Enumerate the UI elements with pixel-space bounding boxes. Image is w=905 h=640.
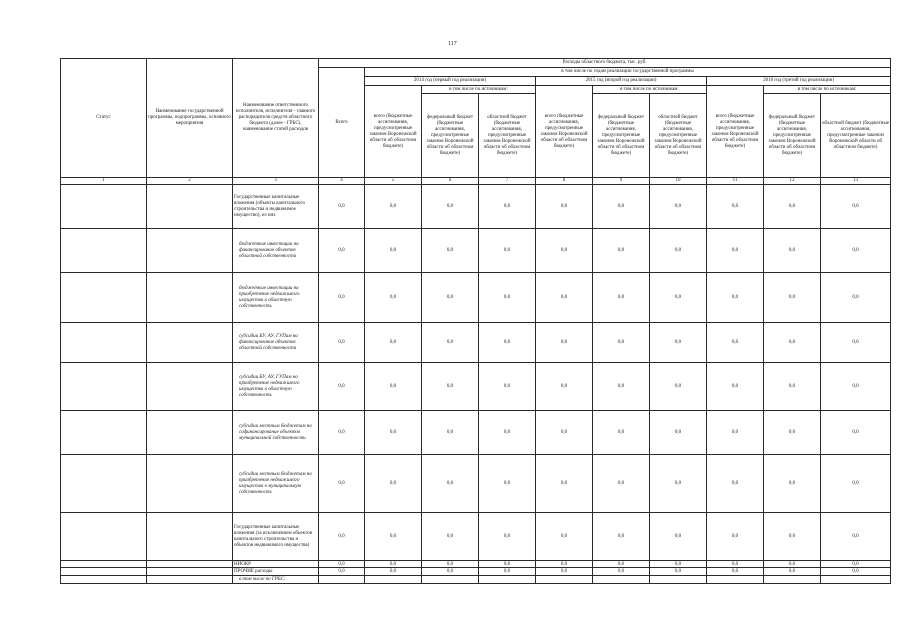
value-cell: 0,0 <box>707 513 764 561</box>
status-cell <box>61 229 147 273</box>
value-cell: 0,0 <box>365 229 422 273</box>
value-cell: 0,0 <box>821 411 891 455</box>
value-cell: 0,0 <box>365 273 422 323</box>
value-cell: 0,0 <box>422 363 479 411</box>
program-cell <box>147 229 233 273</box>
column-number: 1 <box>61 178 147 185</box>
column-number: 8 <box>536 178 593 185</box>
column-number: 10 <box>650 178 707 185</box>
program-cell <box>147 513 233 561</box>
value-cell: 0,0 <box>593 455 650 513</box>
status-cell <box>61 273 147 323</box>
value-cell: 0,0 <box>319 513 365 561</box>
program-cell <box>147 568 233 576</box>
value-cell: 0,0 <box>764 561 821 568</box>
column-number: 7 <box>479 178 536 185</box>
value-cell: 0,0 <box>536 455 593 513</box>
value-cell: 0,0 <box>479 273 536 323</box>
value-cell: 0,0 <box>536 185 593 229</box>
value-cell: 0,0 <box>365 363 422 411</box>
value-cell: 0,0 <box>764 411 821 455</box>
value-cell: 0,0 <box>764 185 821 229</box>
value-cell: 0,0 <box>422 455 479 513</box>
value-cell: 0,0 <box>764 568 821 576</box>
header-2016-total: всего (бюджетные ассигнования, предусмотренные законом Воронежской области об областном бюджете) <box>707 86 764 178</box>
header-2015-total: всего (бюджетные ассигнования, предусмотренные законом Воронежской области об областном бюджете) <box>536 86 593 178</box>
column-number: 3 <box>233 178 319 185</box>
status-cell <box>61 513 147 561</box>
value-cell: 0,0 <box>821 363 891 411</box>
value-cell: 0,0 <box>707 323 764 363</box>
value-cell: 0,0 <box>319 273 365 323</box>
value-cell: 0,0 <box>422 411 479 455</box>
header-by-years: в том числе по годам реализации государственной программы <box>365 68 891 77</box>
value-cell: 0,0 <box>365 561 422 568</box>
value-cell: 0,0 <box>536 411 593 455</box>
value-cell: 0,0 <box>536 561 593 568</box>
value-cell: 0,0 <box>319 185 365 229</box>
value-cell: 0,0 <box>422 513 479 561</box>
column-number: 2 <box>147 178 233 185</box>
value-cell: 0,0 <box>821 229 891 273</box>
header-2015-federal: федеральный бюджет (бюджетные ассигнования, предусмотренные законом Воронежской области об областном бюджете) <box>593 94 650 178</box>
value-cell: 0,0 <box>764 455 821 513</box>
value-cell: 0,0 <box>365 455 422 513</box>
table-row <box>61 185 891 229</box>
header-2014-regional: областной бюджет (бюджетные ассигнования, предусмотренные законом Воронежской области об областном бюджете) <box>479 94 536 178</box>
value-cell: 0,0 <box>650 185 707 229</box>
header-2014-federal: федеральный бюджет (бюджетные ассигнования, предусмотренные законом Воронежской области об областном бюджете) <box>422 94 479 178</box>
value-cell: 0,0 <box>821 568 891 576</box>
value-cell: 0,0 <box>319 363 365 411</box>
status-cell <box>61 363 147 411</box>
value-cell: 0,0 <box>319 229 365 273</box>
column-number: 5 <box>365 178 422 185</box>
value-cell: 0,0 <box>764 273 821 323</box>
header-year-2014: 2014 год (первый год реализации) <box>365 77 536 86</box>
table-row <box>61 323 891 363</box>
value-cell: 0,0 <box>422 568 479 576</box>
value-cell: 0,0 <box>365 323 422 363</box>
value-cell: 0,0 <box>707 229 764 273</box>
column-number: 6 <box>422 178 479 185</box>
header-2016-federal: федеральный бюджет (бюджетные ассигнования, предусмотренные законом Воронежской области об областном бюджете) <box>764 94 821 178</box>
value-cell: 0,0 <box>479 561 536 568</box>
header-executor: Наименование ответственного исполнителя, исполнителя - главного распорядителя средств областного бюджета (далее - ГРБС), наименование статей расходов <box>233 59 319 178</box>
row-label: Государственные капитальные вложения (объекты капитального строительства и недвижимое имущество), из них <box>233 185 319 229</box>
value-cell: 0,0 <box>593 363 650 411</box>
table-row <box>61 513 891 561</box>
column-number: 9 <box>593 178 650 185</box>
value-cell <box>479 576 536 584</box>
value-cell: 0,0 <box>650 561 707 568</box>
value-cell: 0,0 <box>821 323 891 363</box>
status-cell <box>61 185 147 229</box>
value-cell: 0,0 <box>319 455 365 513</box>
value-cell: 0,0 <box>707 411 764 455</box>
row-label: субсидии местным бюджетам на приобретение недвижимого имущества в муниципальную собственность <box>233 455 319 513</box>
row-label: ПРОЧИЕ расходы <box>233 568 319 576</box>
value-cell: 0,0 <box>536 229 593 273</box>
value-cell: 0,0 <box>650 323 707 363</box>
table-row <box>61 568 891 576</box>
value-cell: 0,0 <box>479 185 536 229</box>
table-body <box>61 185 891 576</box>
value-cell <box>536 576 593 584</box>
value-cell: 0,0 <box>650 513 707 561</box>
value-cell: 0,0 <box>764 323 821 363</box>
header-2014-total: всего (бюджетные ассигнования, предусмотренные законом Воронежской области об областном бюджете) <box>365 86 422 178</box>
row-label: субсидии БУ, АУ, ГУПам на приобретение недвижимого имущества в областную собственность <box>233 363 319 411</box>
table-row <box>61 363 891 411</box>
value-cell: 0,0 <box>593 185 650 229</box>
status-cell <box>61 455 147 513</box>
value-cell: 0,0 <box>764 363 821 411</box>
header-2014-sources: в том числе по источникам: <box>422 86 536 94</box>
column-number: 11 <box>707 178 764 185</box>
value-cell: 0,0 <box>764 229 821 273</box>
value-cell: 0,0 <box>319 561 365 568</box>
value-cell: 0,0 <box>650 411 707 455</box>
value-cell: 0,0 <box>319 568 365 576</box>
program-cell <box>147 323 233 363</box>
program-cell <box>147 576 233 584</box>
header-expenses-title: Расходы областного бюджета, тыс. руб. <box>319 59 891 68</box>
value-cell: 0,0 <box>536 323 593 363</box>
value-cell: 0,0 <box>821 273 891 323</box>
status-cell <box>61 323 147 363</box>
value-cell: 0,0 <box>593 561 650 568</box>
program-cell <box>147 411 233 455</box>
value-cell: 0,0 <box>422 323 479 363</box>
table-row <box>61 273 891 323</box>
status-cell <box>61 576 147 584</box>
column-number: 13 <box>821 178 891 185</box>
value-cell <box>821 576 891 584</box>
value-cell: 0,0 <box>479 323 536 363</box>
status-cell <box>61 561 147 568</box>
column-number: 4 <box>319 178 365 185</box>
grbs-row-label: в том числе по ГРБС: <box>233 576 319 584</box>
page-number: 117 <box>448 41 457 47</box>
value-cell: 0,0 <box>422 229 479 273</box>
value-cell: 0,0 <box>479 455 536 513</box>
value-cell: 0,0 <box>319 411 365 455</box>
table-row <box>61 455 891 513</box>
value-cell: 0,0 <box>821 455 891 513</box>
program-cell <box>147 273 233 323</box>
value-cell: 0,0 <box>593 513 650 561</box>
status-cell <box>61 568 147 576</box>
value-cell: 0,0 <box>536 273 593 323</box>
value-cell: 0,0 <box>707 455 764 513</box>
value-cell: 0,0 <box>479 568 536 576</box>
value-cell: 0,0 <box>365 568 422 576</box>
value-cell: 0,0 <box>593 229 650 273</box>
value-cell: 0,0 <box>707 561 764 568</box>
value-cell: 0,0 <box>479 411 536 455</box>
row-label: Государственные капитальные вложения (за исключением объектов капитального строительства и объектов недвижимого имущества) <box>233 513 319 561</box>
value-cell: 0,0 <box>365 411 422 455</box>
value-cell: 0,0 <box>650 273 707 323</box>
value-cell: 0,0 <box>479 229 536 273</box>
value-cell: 0,0 <box>422 273 479 323</box>
budget-table <box>60 58 891 584</box>
value-cell: 0,0 <box>536 363 593 411</box>
value-cell: 0,0 <box>821 513 891 561</box>
table-row <box>61 411 891 455</box>
status-cell <box>61 411 147 455</box>
program-cell <box>147 455 233 513</box>
value-cell: 0,0 <box>479 363 536 411</box>
row-label: бюджетные инвестиции на приобретение недвижимого имущества в областную собственность <box>233 273 319 323</box>
value-cell <box>650 576 707 584</box>
value-cell: 0,0 <box>650 229 707 273</box>
value-cell <box>707 576 764 584</box>
header-2016-sources: в том числе по источникам: <box>764 86 891 94</box>
table-row <box>61 229 891 273</box>
value-cell: 0,0 <box>707 185 764 229</box>
value-cell: 0,0 <box>650 363 707 411</box>
value-cell: 0,0 <box>593 273 650 323</box>
value-cell: 0,0 <box>707 363 764 411</box>
column-number: 12 <box>764 178 821 185</box>
row-label: субсидии БУ, АУ, ГУПам на финансирование объектов областной собственности <box>233 323 319 363</box>
value-cell <box>422 576 479 584</box>
program-cell <box>147 363 233 411</box>
value-cell: 0,0 <box>650 568 707 576</box>
value-cell: 0,0 <box>707 273 764 323</box>
value-cell <box>764 576 821 584</box>
value-cell: 0,0 <box>365 185 422 229</box>
value-cell: 0,0 <box>422 185 479 229</box>
value-cell: 0,0 <box>479 513 536 561</box>
header-total: Всего <box>319 68 365 178</box>
header-2015-sources: в том числе по источникам: <box>593 86 707 94</box>
value-cell: 0,0 <box>593 411 650 455</box>
row-label: бюджетные инвестиции на финансирование объектов областной собственности <box>233 229 319 273</box>
table-row <box>61 561 891 568</box>
value-cell: 0,0 <box>821 561 891 568</box>
header-2015-regional: областной бюджет (бюджетные ассигнования, предусмотренные законом Воронежской области об областном бюджете) <box>650 94 707 178</box>
program-cell <box>147 185 233 229</box>
program-cell <box>147 561 233 568</box>
header-status: Статус <box>61 59 147 178</box>
value-cell: 0,0 <box>593 568 650 576</box>
value-cell: 0,0 <box>536 513 593 561</box>
value-cell: 0,0 <box>422 561 479 568</box>
value-cell: 0,0 <box>593 323 650 363</box>
value-cell <box>365 576 422 584</box>
header-year-2016: 2016 год (третий год реализации) <box>707 77 891 86</box>
row-label: НИОКР <box>233 561 319 568</box>
header-2016-regional: областной бюджет (бюджетные ассигнования, предусмотренные законом Воронежской области об областном бюджете) <box>821 94 891 178</box>
header-program-name: Наименование государственной программы, подпрограммы, основного мероприятия <box>147 59 233 178</box>
value-cell: 0,0 <box>707 568 764 576</box>
value-cell <box>319 576 365 584</box>
value-cell: 0,0 <box>764 513 821 561</box>
header-year-2015: 2015 год (второй год реализации) <box>536 77 707 86</box>
value-cell <box>593 576 650 584</box>
value-cell: 0,0 <box>650 455 707 513</box>
value-cell: 0,0 <box>319 323 365 363</box>
row-label: субсидии местным бюджетам на софинансирование объектов муниципальной собственности <box>233 411 319 455</box>
value-cell: 0,0 <box>536 568 593 576</box>
value-cell: 0,0 <box>365 513 422 561</box>
value-cell: 0,0 <box>821 185 891 229</box>
